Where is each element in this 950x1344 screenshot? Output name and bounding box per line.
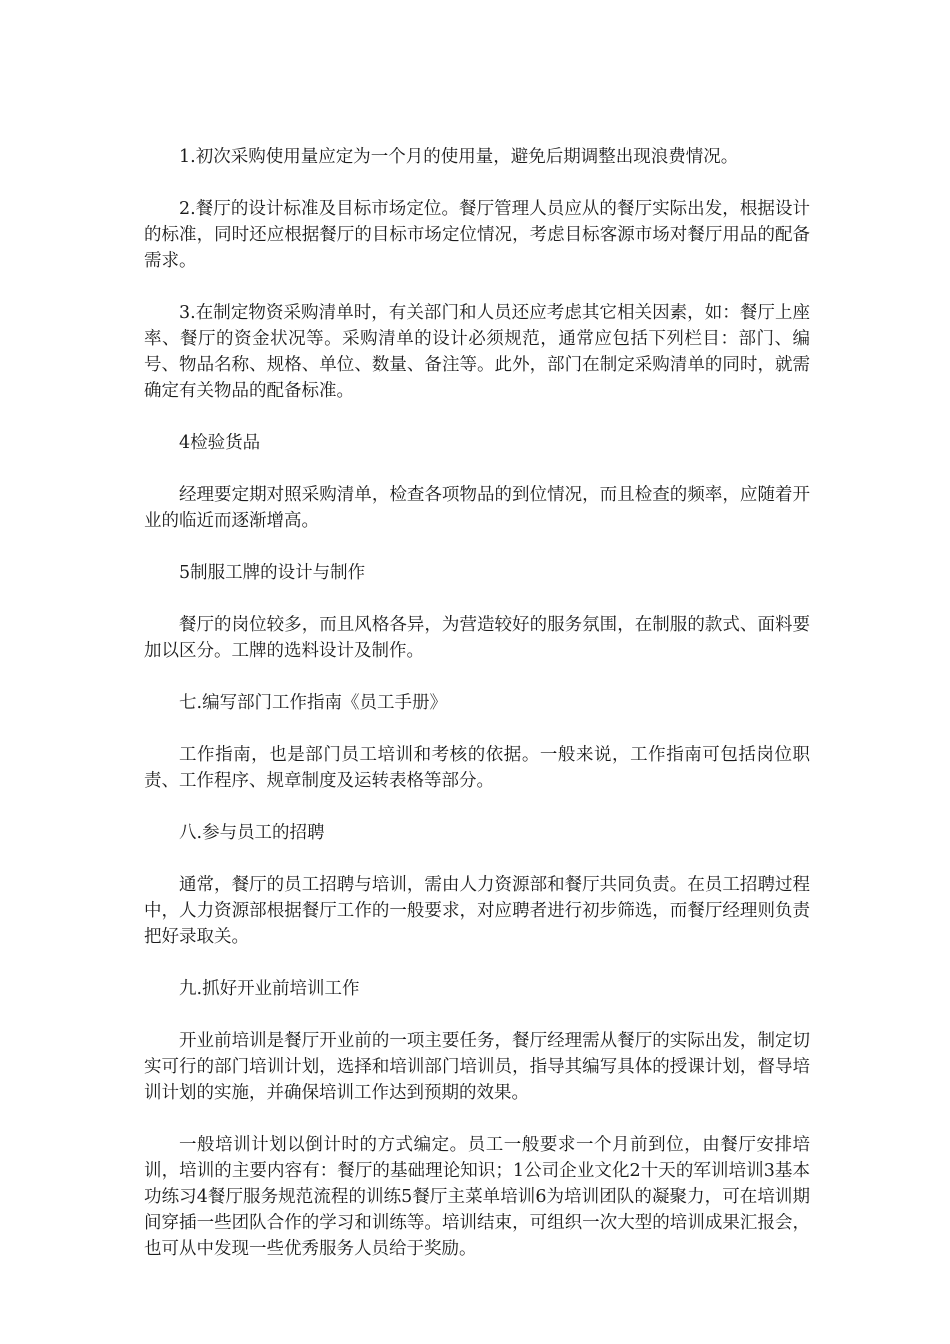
paragraph-pre-opening-training: 开业前培训是餐厅开业前的一项主要任务，餐厅经理需从餐厅的实际出发，制定切实可行的部门培训计划，选择和培训部门培训员，指导其编写具体的授课计划，督导培训计划的实施，并确保培训工作达到预期的效果。 (144, 1031, 810, 1103)
paragraph-purchase-quantity: 1.初次采购使用量应定为一个月的使用量，避免后期调整出现浪费情况。 (179, 147, 739, 167)
document-body (144, 144, 810, 1288)
paragraph-work-guide: 工作指南，也是部门员工培训和考核的依据。一般来说，工作指南可包括岗位职责、工作程序、规章制度及运转表格等部分。 (144, 745, 810, 791)
paragraph-recruitment: 通常，餐厅的员工招聘与培训，需由人力资源部和餐厅共同负责。在员工招聘过程中，人力资源部根据餐厅工作的一般要求，对应聘者进行初步筛选，而餐厅经理则负责把好录取关。 (144, 875, 810, 947)
heading-work-guide: 七.编写部门工作指南《员工手册》 (179, 693, 448, 713)
heading-uniform-badge: 5制服工牌的设计与制作 (179, 563, 366, 583)
paragraph-uniform-badge: 餐厅的岗位较多，而且风格各异，为营造较好的服务氛围，在制服的款式、面料要加以区分。工牌的选料设计及制作。 (144, 615, 810, 661)
heading-inspect-goods: 4检验货品 (179, 433, 261, 453)
paragraph-inspect-goods: 经理要定期对照采购清单，检查各项物品的到位情况，而且检查的频率，应随着开业的临近而逐渐增高。 (144, 485, 810, 531)
paragraph-design-standard: 2.餐厅的设计标准及目标市场定位。餐厅管理人员应从的餐厅实际出发，根据设计的标准，同时还应根据餐厅的目标市场定位情况，考虑目标客源市场对餐厅用品的配备需求。 (144, 199, 810, 271)
heading-pre-opening-training: 九.抓好开业前培训工作 (179, 979, 360, 999)
paragraph-training-plan: 一般培训计划以倒计时的方式编定。员工一般要求一个月前到位，由餐厅安排培训，培训的主要内容有：餐厅的基础理论知识；1公司企业文化2十天的军训培训3基本功练习4餐厅服务规范流程的训练5餐厅主菜单培训6为培训团队的凝聚力，可在培训期间穿插一些团队合作的学习和训练等。培训结束，可组织一次大型的培训成果汇报会，也可从中发现一些优秀服务人员给于奖励。 (144, 1135, 810, 1259)
heading-recruitment: 八.参与员工的招聘 (179, 823, 325, 843)
paragraph-purchase-list: 3.在制定物资采购清单时，有关部门和人员还应考虑其它相关因素，如：餐厅上座率、餐厅的资金状况等。采购清单的设计必须规范，通常应包括下列栏目：部门、编号、物品名称、规格、单位、数量、备注等。此外，部门在制定采购清单的同时，就需确定有关物品的配备标准。 (144, 303, 810, 401)
